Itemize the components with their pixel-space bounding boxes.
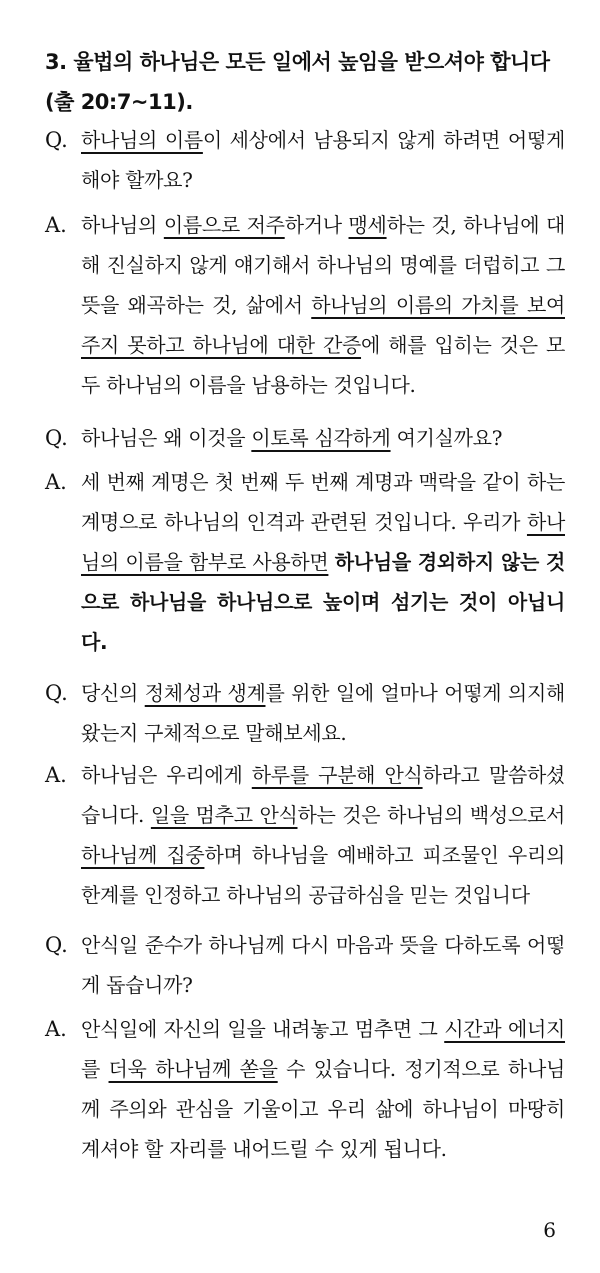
underlined-phrase: 이토록 심각하게: [251, 426, 391, 450]
text-run: 하나님은 우리에게: [81, 763, 252, 787]
question-mark: Q.: [45, 933, 68, 957]
answer-mark: A.: [45, 213, 67, 237]
text-run: 안식일 준수가 하나님께 다시 마음과 뜻을 다하도록 어떻게 돕습니까?: [81, 933, 565, 997]
qa-item-q3: [45, 673, 565, 753]
text-run: 하는 것은 하나님의 백성으로서: [297, 803, 565, 827]
qa-item-a4: [45, 1009, 565, 1169]
text-run: 하는 것, 하나님에 대해 진실하지 않게 얘기해서 하나님의 명예를 더럽히고 그 뜻을 왜곡하는 것, 삶에서: [81, 213, 566, 317]
qa-item-a3: [45, 755, 565, 915]
underlined-phrase: 하나님의 이름을 함부로 사용하면: [81, 510, 565, 574]
text-run: 하나님은 왜 이것을: [81, 426, 252, 450]
answer-text: [81, 205, 565, 405]
underlined-phrase: 하나님의 이름의 가치를 보여 주지 못하고 하나님에 대한 간증: [81, 293, 565, 357]
text-run: 하라고 말씀하셨습니다.: [81, 763, 566, 827]
text-run: 수 있습니다. 정기적으로 하나님께 주의와 관심을 기울이고 우리 삶에 하나님이 마땅히 계셔야 할 자리를 내어드릴 수 있게 됩니다.: [81, 1057, 565, 1161]
answer-mark: A.: [45, 1017, 67, 1041]
section-heading: 3. 율법의 하나님은 모든 일에서 높임을 받으셔야 합니다(출 20:7~11).: [45, 50, 550, 114]
bold-phrase: 하나님을 경외하지 않는 것으로 하나님을 하나님으로 높이며 섬기는 것이 아닙니다.: [81, 550, 565, 654]
qa-item-q4: [45, 925, 565, 1005]
text-run: 에 해를 입히는 것은 모두 하나님의 이름을 남용하는 것입니다.: [81, 333, 565, 397]
answer-text: [81, 755, 565, 915]
text-run: 를 위한 일에 얼마나 어떻게 의지해 왔는지 구체적으로 말해보세요.: [81, 681, 565, 745]
text-run: 세 번째 계명은 첫 번째 두 번째 계명과 맥락을 같이 하는 계명으로 하나님의 인격과 관련된 것입니다. 우리가: [81, 470, 565, 534]
underlined-phrase: 이름으로 저주: [163, 213, 285, 237]
underlined-phrase: 일을 멈추고 안식: [150, 803, 298, 827]
underlined-phrase: 맹세: [348, 213, 387, 237]
question-mark: Q.: [45, 681, 68, 705]
underlined-phrase: 시간과 에너지: [444, 1017, 566, 1041]
underlined-phrase: 하나님께 집중: [81, 843, 205, 867]
text-run: 를: [81, 1057, 109, 1081]
answer-mark: A.: [45, 470, 67, 494]
answer-mark: A.: [45, 763, 67, 787]
qa-item-a1: [45, 205, 565, 405]
answer-text: [81, 462, 565, 662]
answer-text: [81, 1009, 565, 1169]
text-run: 안식일에 자신의 일을 내려놓고 멈추면 그: [81, 1017, 445, 1041]
question-text: [81, 120, 565, 200]
text-run: 하나님의: [81, 213, 164, 237]
text-run: 하거나: [284, 213, 349, 237]
text-run: 이 세상에서 남용되지 않게 하려면 어떻게 해야 할까요?: [81, 128, 565, 192]
question-text: [81, 418, 565, 458]
underlined-phrase: 더욱 하나님께 쏟을: [108, 1057, 278, 1081]
text-run: 여기실까요?: [390, 426, 503, 450]
question-mark: Q.: [45, 426, 68, 450]
question-text: [81, 925, 565, 1005]
underlined-phrase: 하루를 구분해 안식: [251, 763, 423, 787]
text-run: 하며 하나님을 예배하고 피조물인 우리의 한계를 인정하고 하나님의 공급하심을 믿는 것입니다: [81, 843, 565, 907]
qa-item-a2: [45, 462, 565, 662]
qa-item-q2: [45, 418, 565, 458]
text-run: 당신의: [81, 681, 145, 705]
page-number: 6: [543, 1218, 556, 1242]
underlined-phrase: 하나님의 이름: [81, 128, 203, 152]
qa-item-q1: [45, 120, 565, 200]
question-mark: Q.: [45, 128, 68, 152]
underlined-phrase: 정체성과 생계: [144, 681, 266, 705]
question-text: [81, 673, 565, 753]
